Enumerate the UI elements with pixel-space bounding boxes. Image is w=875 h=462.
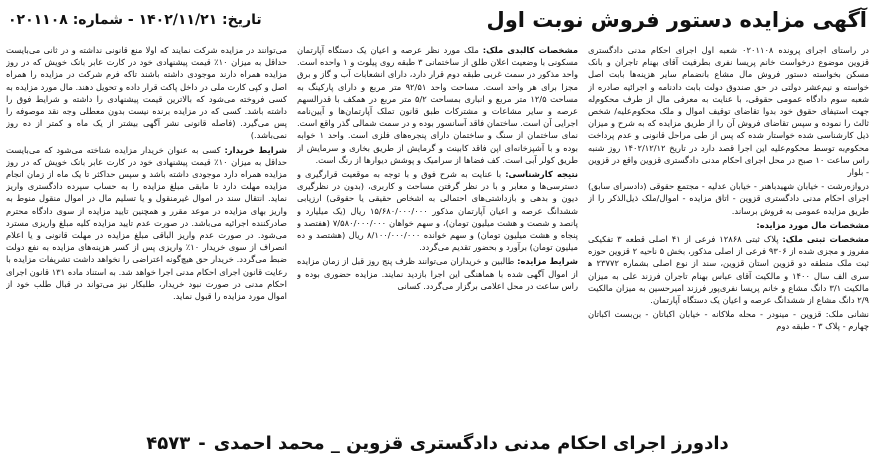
- section-heading: مشخصات مال مورد مزایده:: [756, 219, 869, 230]
- section-label: نتیجه کارشناسی:: [505, 169, 578, 180]
- section-label: مشخصات کالبدی ملک:: [482, 45, 578, 55]
- column-left: [6, 44, 287, 422]
- participation-paragraph: می‌توانند در مزایده شرکت نمایند که اولا منع قانونی نداشته و در ثانی می‌بایست حداقل به میزان ۱۰٪ قیمت پیشنهادی خود در کارت عابر بانک خویش که در روز مزایده همراه دارند موجودی داشته باشند تاکه فرم شرکت در مزایده را همراه اصل و کپی کارت ملی در داخل پاکت قرار داده و تحویل دهند. مال مورد مزایده به کسی فروخته می‌شود که بالاترین قیمت پیشنهادی را داشته و شرایط فوق را داشته باشد. کسی که در مزایده برنده نیست بدون معطلی وجه نقد موصوفه را پس می‌گیرد. (فاصله قانونی نشر آگهی بیشتر از یک ماه و کمتر از ده روز نمی‌باشد.): [6, 45, 287, 141]
- column-middle: [297, 44, 578, 422]
- section-label: مشخصات ثبتی ملک:: [782, 234, 869, 245]
- intro-paragraph: در راستای اجرای پرونده ۰۲۰۱۱۰۸ شعبه اول اجرای احکام مدنی دادگستری قزوین موضوع درخواست خانم پریسا نفری بطرفیت آقای بهنام تاجران و بانک مسکن بخواسته دستور فروش مال مشاع بانضمام سایر هزینه‌ها بابت اصل خواسته و نیم‌عشر دولتی در حق صندوق دولت بابت دادنامه و اجرائیه صادره از شعبه سوم دادگاه عمومی حقوقی، با عنایت به معرفی مال از طرف محکوم‌له جهت استیفای حقوق خود بدوا تقاضای توقیف اموال و ملک محکوم‌علیه/ شخص ثالث را نموده و سپس تقاضای فروش آن را از طریق مزایده که به شرح و میزان ذیل کارشناسی شده خواستار شده که پس از طی مراحل قانونی و عدم پرداخت محکوم‌به توسط محکوم‌علیه این اجرا قصد دارد در تاریخ ۱۴۰۲/۱۲/۱۲ روز شنبه راس ساعت ۱۰ صبح در محل اجرای احکام مدنی دادگستری قزوین واقع در قزوین - بلوار: [588, 45, 869, 178]
- auction-conditions: طالبین و خریداران می‌توانند ظرف پنج روز قبل از زمان مزایده از اموال آگهی شده با هماهنگی این اجرا بازدید نمایند. مزایده حضوری بوده و راس ساعت در محل اعلامی برگزار می‌گردد. کسانی: [297, 256, 578, 291]
- physical-details: ملک مورد نظر عرصه و اعیان یک دستگاه آپارتمان مسکونی با وضعیت اعلان طلق از ساختمانی ۳ طبقه روی پیلوت و ۱ واحده است. واحد مذکور در سمت غربی طبقه دوم قرار دارد، دارای انشعابات آب و گاز و برق مجزا برای هر واحد است. مساحت واحد ۹۲/۵۱ متر مربع و دارای پارکینگ به مساحت ۱۲/۵ متر مربع و انباری بمساحت ۵/۲ متر مربع در همکف با قدرالسهم عرصه و سایر مشاعات و مشترکات طبق قانون تملک آپارتمان‌ها و آیین‌نامه اجرایی آن است. ساختمان فاقد آسانسور بوده و در سمت شمالی گذر واقع است. نمای ساختمان از سنگ و ساختمان دارای پنجره‌های فلزی است. واحد ۱ خوابه بوده و با آشپزخانه‌ای اپن فاقد کابینت و گرمایش از طریق بخاری و سرمایش از طریق کولر آبی است. کف فضاها از سرامیک و پوشش دیوارها از رنگ است.: [297, 45, 578, 165]
- appraisal-result: با عنایت به شرح فوق و با توجه به موقعیت قرارگیری و دسترسی‌ها و معابر و با در نظر گرفتن مساحت و کاربری، (بدون در نظرگیری دیون و بدهی و بازداشتی‌های احتمالی به اشخاص حقیقی یا حقوقی) ارزیابی ششدانگ عرصه و اعیان آپارتمان مذکور ۱۵/۶۸۰/۰۰۰/۰۰۰ ریال (یک میلیارد و پانصد و شصت و هشت میلیون تومان)، و سهم خواهان ۷/۵۸۰/۰۰۰/۰۰۰ (هفتصد و پنجاه و هشت میلیون تومان) و سهم خوانده ۸/۱۰۰/۰۰۰/۰۰۰ ریال (هشتصد و ده میلیون تومان) برآورد و بحضور تقدیم می‌گردد.: [297, 169, 578, 253]
- column-right: [588, 44, 869, 422]
- buyer-conditions: کسی به عنوان خریدار مزایده شناخته می‌شود که می‌بایست حداقل به میزان ۱۰٪ قیمت پیشنهادی خود در کارت عابر بانک خویش که در روز مزایده همراه دارد موجودی داشته باشد و سپس حداکثر تا یک ماه از زمان انجام مزایده مهلت دارد تا مابقی مبلغ مزایده را به حساب سپرده دادگستری واریز نماید. انتقال سند در اموال غیرمنقول و یا تسلیم مال در اموال منقول منوط به واریز بهای مزایده در موعد مقرر و همچنین تایید مزایده از سوی دادگاه محترم صادرکننده اجرائیه می‌باشد. در صورت عدم تایید مزایده کلیه مبلغ واریزی مسترد می‌شود. در صورت عدم واریز الباقی مبلغ مزایده در مهلت قانونی و یا اعلام انصراف از سوی خریدار ۱۰٪ واریزی پس از کسر هزینه‌های مزایده به نفع دولت ضبط می‌گردد. خریدار حق هیچ‌گونه اعتراضی را نخواهد داشت تشریفات مزایده با رعایت قانون اجرای احکام مدنی اجرا خواهد شد. به استناد ماده ۱۳۱ قانون اجرای احکام مدنی در صورت نبود خریدار، طلبکار نیز می‌تواند در قبال طلب خود از اموال مورد مزایده را قبول نماید.: [6, 144, 287, 302]
- body-columns: [6, 44, 869, 422]
- signature-text: دادورز اجرای احکام مدنی دادگستری قزوین _ محمد احمدی: [213, 432, 729, 454]
- footer-separator: -: [198, 432, 206, 454]
- reference-code: ۴۵۷۳: [146, 432, 191, 454]
- page-title: آگهی مزایده دستور فروش نوبت اول: [486, 8, 867, 32]
- intro-paragraph-2: درواز‌ه‌رشت - خیابان شهیدباهنر - خیابان عدلیه - مجتمع حقوقی (دادسرای سابق) اجرای احکام مدنی دادگستری قزوین - اتاق مزایده - اموال/ملک ذیل‌الذکر را از طریق مزایده عمومی به فروش برساند.: [588, 181, 869, 216]
- header: [8, 6, 867, 34]
- registry-details: پلاک ثبتی ۱۲۸۶۸ فرعی از ۴۱ اصلی قطعه ۳ تفکیکی مفروز و مجزی شده از ۹۳۰۶ فرعی از اصلی مذکور، بخش ۵ ناحیه ۲ قزوین حوزه ثبت ملک منطقه دو قزوین استان قزوین، سند از نوع اصلی بشماره ۲۳۷۷۲ ه‍ سری الف سال ۱۴۰۰ و مالکیت آقای عباس بهنام تاجران فرزند علی به میزان مالکیت ۳/۱ دانگ مشاع و خانم پریسا نفری‌پور فرزند امیرحسین به میزان مالکیت ۲/۹ دانگ مشاع از ششدانگ عرصه و اعیان یک دستگاه آپارتمان.: [588, 234, 869, 306]
- footer-signature: [8, 428, 867, 458]
- section-label: شرایط مزایده:: [517, 256, 578, 267]
- date-and-number: تاریخ: ۱۴۰۲/۱۱/۲۱ - شماره: ۰۲۰۱۱۰۸: [8, 12, 262, 28]
- property-address: نشانی ملک: قزوین - مینودر - محله ملاکانه - خیابان اکباتان - بن‌بست اکباتان چهارم - پلاک ۳ - طبقه دوم: [588, 309, 869, 332]
- section-label: شرایط خریدار:: [224, 144, 287, 155]
